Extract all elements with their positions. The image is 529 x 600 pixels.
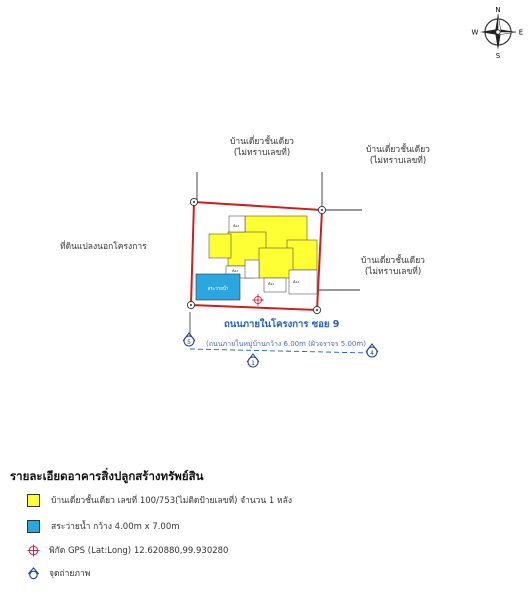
compass-south-label: S: [495, 52, 501, 60]
photo-point-5-label: 5: [187, 339, 191, 346]
photo-point-marker-4: [366, 344, 378, 357]
legend-item-pool: [27, 518, 180, 534]
compass-west-label: W: [471, 28, 479, 37]
room-label: ห้อง: [232, 269, 239, 273]
room-label: ห้อง: [268, 282, 275, 286]
legend-item-photo-point-label: จุดถ่ายภาพ: [49, 569, 91, 579]
legend-title: รายละเอียดอาคารสิ่งปลูกสร้างทรัพย์สิน: [10, 469, 204, 483]
legend-item-gps-label: พิกัด GPS (Lat:Long) 12.620880,99.930280: [49, 546, 229, 556]
legend-item-house-label: บ้านเดี่ยวชั้นเดียว เลขที่ 100/753(ไม่ติดป้ายเลขที่) จำนวน 1 หลัง: [51, 496, 293, 506]
photo-point-4-label: 4: [370, 350, 374, 357]
neighbor-right-label: บ้านเดี่ยวชั้นเดียว (ไม่ทราบเลขที่): [361, 256, 425, 277]
neighbor-top-right-label: บ้านเดี่ยวชั้นเดียว (ไม่ทราบเลขที่): [366, 145, 430, 166]
pool-color-swatch: [27, 520, 40, 533]
neighbor-top-center-label: บ้านเดี่ยวชั้นเดียว (ไม่ทราบเลขที่): [230, 137, 294, 158]
compass-north-label: N: [495, 6, 501, 14]
gps-crosshair-icon: [252, 294, 264, 306]
neighbor-left-label: ที่ดินแปลงนอกโครงการ: [60, 242, 147, 252]
legend-item-pool-label: สระว่ายน้ำ กว้าง 4.00m x 7.00m: [51, 522, 180, 532]
photo-point-icon: [27, 567, 40, 580]
photo-point-marker-5: [183, 333, 195, 346]
road-name: ถนนภายในโครงการ ซอย 9: [224, 319, 340, 330]
room-label: ห้อง: [293, 280, 300, 284]
road-detail: (ถนนภายในหมู่บ้านกว้าง 6.00m (ผิวจราจร 5.00m): [206, 340, 366, 348]
compass-east-label: E: [518, 28, 524, 37]
photo-point-1-label: 1: [251, 360, 255, 367]
gps-crosshair-icon: [27, 544, 40, 557]
legend-item-photo-point: [27, 565, 90, 581]
room-label: ห้อง: [233, 224, 240, 228]
photo-point-marker-1: [247, 354, 259, 367]
house-color-swatch: [27, 494, 40, 507]
legend-item-house: [27, 492, 292, 508]
pool-label: สระว่ายน้ำ: [207, 287, 229, 292]
legend-item-gps: [27, 542, 228, 558]
